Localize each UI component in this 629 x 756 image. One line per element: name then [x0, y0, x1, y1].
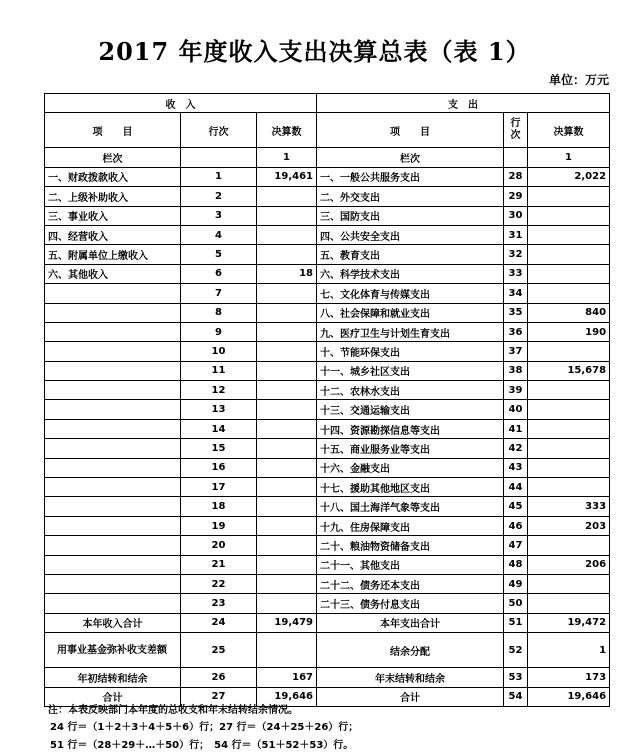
income-line: 11	[181, 361, 257, 380]
income-item	[45, 342, 181, 361]
budget-table	[44, 93, 610, 707]
income-amount: 19,461	[257, 167, 317, 186]
income-amount	[257, 361, 317, 380]
table-row	[45, 555, 610, 574]
income-line: 20	[181, 536, 257, 555]
total-row	[45, 613, 610, 632]
expense-line: 50	[504, 594, 528, 613]
income-total-item: 合计	[45, 687, 181, 706]
table-row	[45, 516, 610, 535]
expense-item: 十五、商业服务业等支出	[317, 439, 504, 458]
expense-line: 35	[504, 303, 528, 322]
table-row	[45, 284, 610, 303]
expense-total-line: 53	[504, 668, 528, 687]
expense-amount	[528, 284, 610, 303]
expense-col-line	[504, 148, 528, 167]
expense-item: 七、文化体育与传媒支出	[317, 284, 504, 303]
expense-item-header: 项 目	[317, 113, 504, 148]
expense-amount	[528, 419, 610, 438]
table-row	[45, 225, 610, 244]
income-total-line: 27	[181, 687, 257, 706]
expense-item: 二十一、其他支出	[317, 555, 504, 574]
income-item	[45, 536, 181, 555]
income-item	[45, 303, 181, 322]
expense-amount	[528, 225, 610, 244]
note-line-2: 24 行＝（1＋2＋3＋4＋5＋6）行；27 行＝（24＋25＋26）行；	[50, 722, 359, 733]
income-total-item: 用事业基金弥补收支差额	[45, 633, 181, 668]
expense-line: 29	[504, 187, 528, 206]
note-line-1: 注：本表反映部门本年度的总收支和年末结转结余情况。	[48, 705, 298, 716]
expense-total-item: 结余分配	[317, 633, 504, 668]
income-item	[45, 361, 181, 380]
table-row	[45, 187, 610, 206]
expense-item: 十、节能环保支出	[317, 342, 504, 361]
income-line: 17	[181, 478, 257, 497]
income-item	[45, 516, 181, 535]
income-amount	[257, 478, 317, 497]
table-row	[45, 167, 610, 186]
income-item	[45, 284, 181, 303]
income-amount	[257, 439, 317, 458]
income-amount	[257, 322, 317, 341]
expense-amount-header: 决算数	[528, 113, 610, 148]
expense-amount	[528, 187, 610, 206]
table-row	[45, 574, 610, 593]
income-amount	[257, 497, 317, 516]
income-item	[45, 574, 181, 593]
income-line: 6	[181, 264, 257, 283]
income-total-item: 本年收入合计	[45, 613, 181, 632]
income-line: 7	[181, 284, 257, 303]
table-row	[45, 264, 610, 283]
expense-amount	[528, 458, 610, 477]
expense-line: 39	[504, 381, 528, 400]
expense-item: 六、科学技术支出	[317, 264, 504, 283]
expense-total-amount: 19,472	[528, 613, 610, 632]
income-item: 五、附属单位上缴收入	[45, 245, 181, 264]
expense-amount: 333	[528, 497, 610, 516]
expense-amount	[528, 536, 610, 555]
expense-item: 二十二、债务还本支出	[317, 574, 504, 593]
income-item	[45, 439, 181, 458]
income-line: 15	[181, 439, 257, 458]
income-amount	[257, 381, 317, 400]
table-row	[45, 419, 610, 438]
income-line: 9	[181, 322, 257, 341]
income-total-line: 25	[181, 633, 257, 668]
income-amount	[257, 284, 317, 303]
table-row	[45, 458, 610, 477]
table-row	[45, 594, 610, 613]
expense-amount	[528, 342, 610, 361]
income-line: 21	[181, 555, 257, 574]
income-amount	[257, 574, 317, 593]
table-row	[45, 400, 610, 419]
expense-total-item: 本年支出合计	[317, 613, 504, 632]
expense-amount	[528, 594, 610, 613]
expense-line: 45	[504, 497, 528, 516]
expense-item: 五、教育支出	[317, 245, 504, 264]
expense-item: 十一、城乡社区支出	[317, 361, 504, 380]
table-row	[45, 342, 610, 361]
income-item	[45, 381, 181, 400]
expense-line: 32	[504, 245, 528, 264]
income-line: 22	[181, 574, 257, 593]
expense-amount	[528, 381, 610, 400]
expense-line: 44	[504, 478, 528, 497]
expense-col-number: 1	[528, 148, 610, 167]
income-amount	[257, 303, 317, 322]
income-line: 3	[181, 206, 257, 225]
income-line-header: 行次	[181, 113, 257, 148]
expense-item: 四、公共安全支出	[317, 225, 504, 244]
income-line: 4	[181, 225, 257, 244]
expense-total-amount: 19,646	[528, 687, 610, 706]
table-row	[45, 206, 610, 225]
income-col-number: 1	[257, 148, 317, 167]
income-line: 10	[181, 342, 257, 361]
table-row	[45, 497, 610, 516]
expense-line: 37	[504, 342, 528, 361]
expense-item: 二、外交支出	[317, 187, 504, 206]
table-row	[45, 381, 610, 400]
table-row	[45, 478, 610, 497]
expense-line: 42	[504, 439, 528, 458]
expense-amount: 15,678	[528, 361, 610, 380]
expense-amount	[528, 400, 610, 419]
income-item	[45, 594, 181, 613]
expense-item: 二十、粮油物资储备支出	[317, 536, 504, 555]
income-item	[45, 400, 181, 419]
income-line: 12	[181, 381, 257, 400]
income-amount	[257, 516, 317, 535]
expense-item: 十三、交通运输支出	[317, 400, 504, 419]
total-row	[45, 668, 610, 687]
expense-item: 十四、资源勘探信息等支出	[317, 419, 504, 438]
expense-amount: 190	[528, 322, 610, 341]
expense-line: 49	[504, 574, 528, 593]
income-col-line	[181, 148, 257, 167]
income-item-header: 项 目	[45, 113, 181, 148]
income-total-line: 24	[181, 613, 257, 632]
expense-amount: 2,022	[528, 167, 610, 186]
expense-total-item: 年末结转和结余	[317, 668, 504, 687]
table-row	[45, 303, 610, 322]
income-item: 六、其他收入	[45, 264, 181, 283]
income-line: 2	[181, 187, 257, 206]
expense-total-line: 51	[504, 613, 528, 632]
expense-amount	[528, 478, 610, 497]
expense-line: 38	[504, 361, 528, 380]
expense-amount	[528, 264, 610, 283]
income-line: 5	[181, 245, 257, 264]
income-item	[45, 458, 181, 477]
income-line: 1	[181, 167, 257, 186]
expense-line: 36	[504, 322, 528, 341]
expense-line: 40	[504, 400, 528, 419]
income-item	[45, 497, 181, 516]
income-item: 二、上级补助收入	[45, 187, 181, 206]
expense-amount	[528, 439, 610, 458]
table-row	[45, 439, 610, 458]
expense-total-amount: 173	[528, 668, 610, 687]
income-total-amount: 19,479	[257, 613, 317, 632]
table-row	[45, 322, 610, 341]
total-row	[45, 633, 610, 668]
table-row	[45, 536, 610, 555]
expense-item: 十九、住房保障支出	[317, 516, 504, 535]
expense-section-header: 支 出	[317, 94, 610, 113]
expense-total-item: 合计	[317, 687, 504, 706]
income-total-amount: 19,646	[257, 687, 317, 706]
expense-item: 八、社会保障和就业支出	[317, 303, 504, 322]
expense-item: 十二、农林水支出	[317, 381, 504, 400]
income-total-line: 26	[181, 668, 257, 687]
expense-line: 46	[504, 516, 528, 535]
expense-line: 41	[504, 419, 528, 438]
expense-line: 43	[504, 458, 528, 477]
expense-amount: 203	[528, 516, 610, 535]
expense-item: 一、一般公共服务支出	[317, 167, 504, 186]
page-title: 2017 年度收入支出决算总表（表 1）	[98, 37, 531, 66]
income-amount	[257, 419, 317, 438]
income-item	[45, 555, 181, 574]
expense-item: 二十三、债务付息支出	[317, 594, 504, 613]
expense-amount	[528, 245, 610, 264]
income-line: 13	[181, 400, 257, 419]
income-line: 16	[181, 458, 257, 477]
income-amount-header: 决算数	[257, 113, 317, 148]
income-col-label: 栏次	[45, 148, 181, 167]
income-amount	[257, 342, 317, 361]
income-item: 三、事业收入	[45, 206, 181, 225]
income-total-amount	[257, 633, 317, 668]
expense-item: 十八、国土海洋气象等支出	[317, 497, 504, 516]
expense-item: 十七、援助其他地区支出	[317, 478, 504, 497]
income-line: 8	[181, 303, 257, 322]
expense-line-header: 行次	[504, 113, 528, 148]
income-amount	[257, 187, 317, 206]
income-item	[45, 322, 181, 341]
expense-item: 九、医疗卫生与计划生育支出	[317, 322, 504, 341]
income-amount	[257, 400, 317, 419]
expense-line: 33	[504, 264, 528, 283]
expense-total-line: 52	[504, 633, 528, 668]
income-amount	[257, 458, 317, 477]
table-row	[45, 245, 610, 264]
expense-amount: 840	[528, 303, 610, 322]
expense-line: 31	[504, 225, 528, 244]
expense-item: 三、国防支出	[317, 206, 504, 225]
income-total-amount: 167	[257, 668, 317, 687]
unit-label: 单位：万元	[548, 73, 609, 87]
expense-line: 28	[504, 167, 528, 186]
income-amount	[257, 594, 317, 613]
expense-item: 十六、金融支出	[317, 458, 504, 477]
income-amount	[257, 225, 317, 244]
expense-amount: 206	[528, 555, 610, 574]
income-amount	[257, 555, 317, 574]
income-total-item: 年初结转和结余	[45, 668, 181, 687]
expense-col-label: 栏次	[317, 148, 504, 167]
income-line: 19	[181, 516, 257, 535]
expense-line: 47	[504, 536, 528, 555]
income-amount: 18	[257, 264, 317, 283]
income-line: 23	[181, 594, 257, 613]
note-line-3: 51 行＝（28＋29＋…＋50）行； 54 行＝（51＋52＋53）行。	[50, 740, 354, 751]
income-amount	[257, 245, 317, 264]
expense-total-line: 54	[504, 687, 528, 706]
income-amount	[257, 206, 317, 225]
expense-line: 34	[504, 284, 528, 303]
expense-amount	[528, 574, 610, 593]
income-item	[45, 478, 181, 497]
income-item: 四、经营收入	[45, 225, 181, 244]
expense-amount	[528, 206, 610, 225]
table-row	[45, 361, 610, 380]
expense-total-amount: 1	[528, 633, 610, 668]
income-amount	[257, 536, 317, 555]
income-item	[45, 419, 181, 438]
income-line: 18	[181, 497, 257, 516]
expense-line: 48	[504, 555, 528, 574]
income-section-header: 收 入	[45, 94, 317, 113]
income-item: 一、财政拨款收入	[45, 167, 181, 186]
income-line: 14	[181, 419, 257, 438]
expense-line: 30	[504, 206, 528, 225]
